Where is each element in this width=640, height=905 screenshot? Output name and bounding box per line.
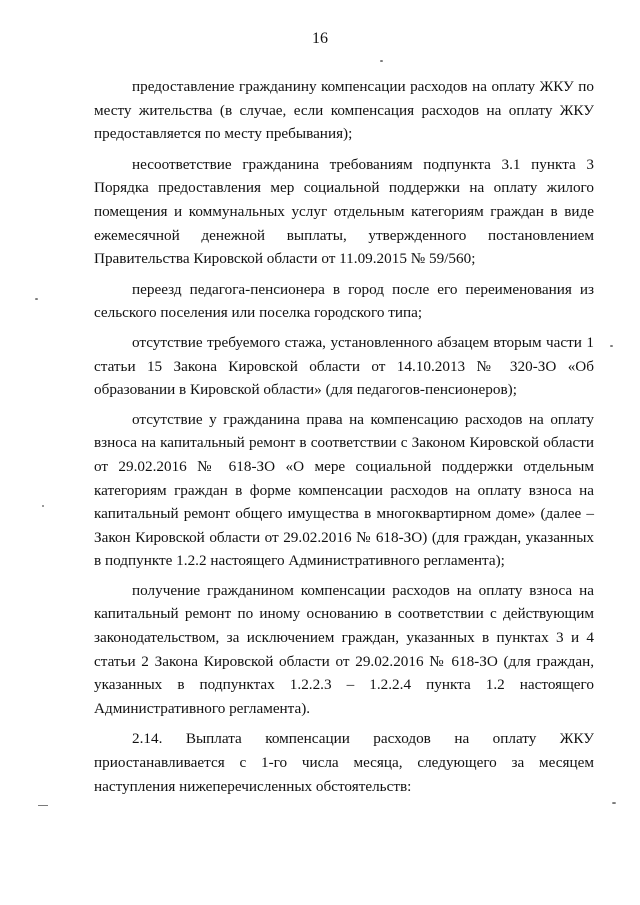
- scan-speck: [612, 802, 616, 804]
- paragraph-5: отсутствие у гражданина права на компенсацию расходов на оплату взноса на капитальный ремонт в соответствии с Законом Кировской области от 29.02.2016 № 618-ЗО «О мере социальной поддержки отдельным категориям граждан в форме компенсации расходов на оплату взноса на капитальный ремонт общего имущества в многоквартирном доме» (далее – Закон Кировской области от 29.02.2016 № 618-ЗО) (для граждан, указанных в подпункте 1.2.2 настоящего Административного регламента);: [94, 410, 594, 570]
- page-number: 16: [312, 30, 328, 47]
- scan-speck: [610, 345, 613, 347]
- document-body: [94, 75, 594, 798]
- scan-speck: [42, 505, 44, 507]
- paragraph-4: отсутствие требуемого стажа, установленного абзацем вторым части 1 статьи 15 Закона Кировской области от 14.10.2013 № 320-ЗО «Об образовании в Кировской области» (для педагогов-пенсионеров);: [94, 333, 594, 399]
- paragraph-7: 2.14. Выплата компенсации расходов на оплату ЖКУ приостанавливается с 1-го числа месяца, следующего за месяцем наступления нижеперечисленных обстоятельств:: [94, 730, 594, 795]
- paragraph-1: предоставление гражданину компенсации расходов на оплату ЖКУ по месту жительства (в случае, если компенсация расходов на оплату ЖКУ предоставляется по месту пребывания);: [94, 78, 594, 143]
- paragraph-6: получение гражданином компенсации расходов на оплату взноса на капитальный ремонт по иному основанию в соответствии с действующим законодательством, за исключением граждан, указанных в пунктах 3 и 4 статьи 2 Закона Кировской области от 29.02.2016 № 618-ЗО (для граждан, указанных в подпунктах 1.2.2.3 – 1.2.2.4 пункта 1.2 настоящего Административного регламента).: [94, 581, 594, 717]
- paragraph-3: переезд педагога-пенсионера в город после его переименования из сельского поселения или поселка городского типа;: [94, 280, 594, 322]
- scan-speck: [35, 298, 38, 300]
- paragraph-2: несоответствие гражданина требованиям подпункта 3.1 пункта 3 Порядка предоставления мер социальной поддержки на оплату жилого помещения и коммунальных услуг отдельным категориям граждан в виде ежемесячной денежной выплаты, утвержденного постановлением Правительства Кировской области от 11.09.2015 № 59/560;: [94, 155, 594, 268]
- scan-speck: [38, 805, 48, 806]
- scan-speck: [380, 60, 383, 62]
